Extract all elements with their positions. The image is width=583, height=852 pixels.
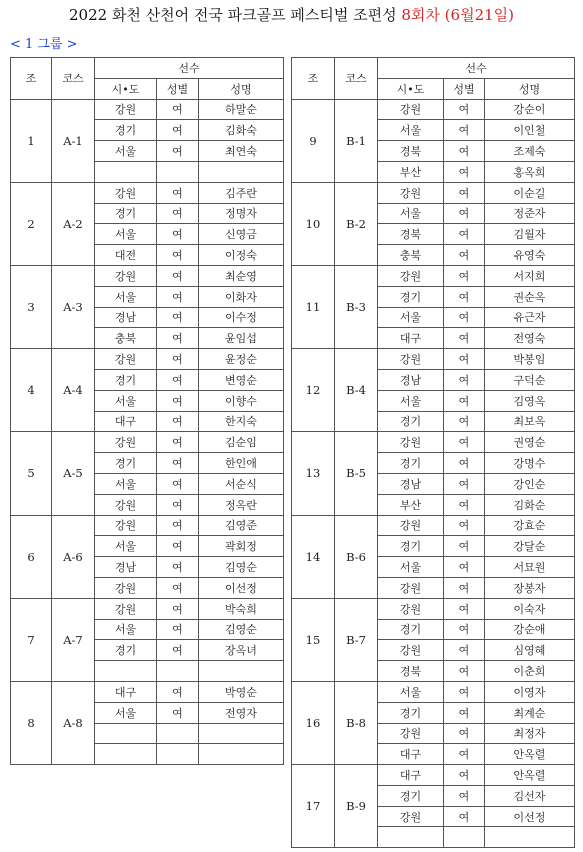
player-gender: 여 <box>444 557 485 578</box>
player-gender: 여 <box>157 286 199 307</box>
player-name: 김주란 <box>199 182 284 203</box>
player-region: 경남 <box>95 557 157 578</box>
header-players: 선수 <box>378 58 575 79</box>
player-name: 강순애 <box>485 619 575 640</box>
player-gender: 여 <box>157 494 199 515</box>
jo-number: 2 <box>11 182 52 265</box>
player-name: 심영혜 <box>485 640 575 661</box>
jo-number: 10 <box>292 182 335 265</box>
player-gender: 여 <box>444 390 485 411</box>
jo-number: 13 <box>292 432 335 515</box>
player-row <box>11 349 284 370</box>
header-players: 선수 <box>95 58 284 79</box>
player-region: 경기 <box>378 453 444 474</box>
player-row <box>292 515 575 536</box>
header-region: 시•도 <box>378 78 444 99</box>
jo-number: 17 <box>292 765 335 848</box>
player-region: 강원 <box>378 349 444 370</box>
player-region: 경기 <box>378 536 444 557</box>
header-name: 성명 <box>199 78 284 99</box>
player-name: 전영자 <box>199 702 284 723</box>
header-jo: 조 <box>11 58 52 100</box>
jo-number: 3 <box>11 265 52 348</box>
player-name: 정명자 <box>199 203 284 224</box>
player-region: 부산 <box>378 494 444 515</box>
player-name: 박숙희 <box>199 598 284 619</box>
player-name <box>485 827 575 848</box>
player-region: 강원 <box>378 598 444 619</box>
player-gender: 여 <box>444 369 485 390</box>
player-gender <box>157 723 199 744</box>
player-region: 경북 <box>378 224 444 245</box>
jo-number: 14 <box>292 515 335 598</box>
course-code: A-2 <box>52 182 95 265</box>
player-region: 강원 <box>378 432 444 453</box>
player-name: 윤정순 <box>199 349 284 370</box>
player-region: 강원 <box>378 515 444 536</box>
jo-number: 12 <box>292 349 335 432</box>
course-code: B-8 <box>335 681 378 764</box>
player-row <box>11 598 284 619</box>
course-code: B-9 <box>335 765 378 848</box>
player-name: 곽회정 <box>199 536 284 557</box>
header-gender: 성별 <box>157 78 199 99</box>
player-region <box>95 161 157 182</box>
player-row <box>292 99 575 120</box>
player-row <box>292 349 575 370</box>
player-region: 경기 <box>95 640 157 661</box>
player-name: 강효순 <box>485 515 575 536</box>
player-name <box>199 744 284 765</box>
player-gender: 여 <box>444 245 485 266</box>
course-code: B-1 <box>335 99 378 182</box>
player-gender: 여 <box>444 744 485 765</box>
player-name: 김화순 <box>485 494 575 515</box>
player-gender: 여 <box>157 141 199 162</box>
player-gender: 여 <box>157 224 199 245</box>
player-name: 구덕순 <box>485 369 575 390</box>
player-name: 한지숙 <box>199 411 284 432</box>
player-gender: 여 <box>157 702 199 723</box>
player-name: 정옥란 <box>199 494 284 515</box>
player-row <box>292 432 575 453</box>
player-region: 대구 <box>378 765 444 786</box>
player-name: 서지희 <box>485 265 575 286</box>
player-row <box>292 681 575 702</box>
player-name <box>199 723 284 744</box>
player-name: 김순임 <box>199 432 284 453</box>
player-name: 이숙자 <box>485 598 575 619</box>
player-gender: 여 <box>444 577 485 598</box>
player-gender: 여 <box>444 453 485 474</box>
player-row <box>11 515 284 536</box>
player-name: 안옥렬 <box>485 744 575 765</box>
player-gender: 여 <box>444 349 485 370</box>
player-name: 홍옥희 <box>485 161 575 182</box>
player-region: 경북 <box>378 141 444 162</box>
player-region: 강원 <box>95 99 157 120</box>
player-gender: 여 <box>157 681 199 702</box>
player-name: 최연숙 <box>199 141 284 162</box>
player-name: 서순식 <box>199 473 284 494</box>
player-name: 이화자 <box>199 286 284 307</box>
player-gender: 여 <box>444 328 485 349</box>
player-region: 대구 <box>378 744 444 765</box>
player-name: 이선정 <box>199 577 284 598</box>
player-region: 서울 <box>378 390 444 411</box>
player-name: 한인애 <box>199 453 284 474</box>
player-region: 서울 <box>95 286 157 307</box>
page-title <box>0 4 583 25</box>
player-gender: 여 <box>157 99 199 120</box>
header-name: 성명 <box>485 78 575 99</box>
player-name: 신영금 <box>199 224 284 245</box>
player-name: 이영자 <box>485 681 575 702</box>
player-gender: 여 <box>157 432 199 453</box>
player-region <box>378 827 444 848</box>
player-name: 유영숙 <box>485 245 575 266</box>
player-gender: 여 <box>444 619 485 640</box>
player-gender: 여 <box>444 515 485 536</box>
player-region: 경기 <box>378 785 444 806</box>
player-name: 강달순 <box>485 536 575 557</box>
player-gender: 여 <box>444 598 485 619</box>
player-gender: 여 <box>157 245 199 266</box>
player-name: 김선자 <box>485 785 575 806</box>
player-gender <box>444 827 485 848</box>
player-row <box>292 182 575 203</box>
course-code: A-6 <box>52 515 95 598</box>
player-region: 서울 <box>95 702 157 723</box>
player-region: 서울 <box>378 307 444 328</box>
player-row <box>11 182 284 203</box>
player-gender: 여 <box>444 224 485 245</box>
player-gender: 여 <box>157 203 199 224</box>
player-region: 강원 <box>95 494 157 515</box>
player-name: 전영숙 <box>485 328 575 349</box>
player-region: 경기 <box>95 120 157 141</box>
jo-number: 8 <box>11 681 52 764</box>
course-code: A-1 <box>52 99 95 182</box>
player-gender: 여 <box>444 536 485 557</box>
player-region: 서울 <box>95 536 157 557</box>
jo-number: 5 <box>11 432 52 515</box>
player-region: 충북 <box>378 245 444 266</box>
player-gender: 여 <box>444 806 485 827</box>
player-region: 강원 <box>378 640 444 661</box>
player-row <box>292 765 575 786</box>
player-region: 경기 <box>378 411 444 432</box>
player-region: 서울 <box>378 203 444 224</box>
player-region: 강원 <box>378 577 444 598</box>
course-code: B-5 <box>335 432 378 515</box>
player-name: 최정자 <box>485 723 575 744</box>
player-name: 김월자 <box>485 224 575 245</box>
jo-number: 6 <box>11 515 52 598</box>
player-region: 경남 <box>378 473 444 494</box>
course-code: A-3 <box>52 265 95 348</box>
player-name: 강인순 <box>485 473 575 494</box>
player-region: 서울 <box>95 224 157 245</box>
player-gender: 여 <box>444 681 485 702</box>
player-region: 경기 <box>378 702 444 723</box>
header-jo: 조 <box>292 58 335 100</box>
player-name: 장봉자 <box>485 577 575 598</box>
player-region: 서울 <box>378 681 444 702</box>
player-gender: 여 <box>444 723 485 744</box>
player-region: 경기 <box>95 453 157 474</box>
player-gender: 여 <box>157 390 199 411</box>
title-main: 2022 화천 산천어 전국 파크골프 페스티벌 조편성 <box>69 6 397 24</box>
header-gender: 성별 <box>444 78 485 99</box>
player-region <box>95 723 157 744</box>
player-gender: 여 <box>444 785 485 806</box>
player-name: 이춘희 <box>485 661 575 682</box>
left-table-body <box>11 99 284 765</box>
left-table <box>10 57 284 765</box>
player-region: 충북 <box>95 328 157 349</box>
player-name: 김영준 <box>199 515 284 536</box>
player-gender: 여 <box>444 99 485 120</box>
player-gender: 여 <box>444 432 485 453</box>
player-gender <box>157 661 199 682</box>
player-region: 대구 <box>378 328 444 349</box>
player-region: 경남 <box>95 307 157 328</box>
player-row <box>292 265 575 286</box>
jo-number: 4 <box>11 349 52 432</box>
course-code: B-7 <box>335 598 378 681</box>
player-gender: 여 <box>157 536 199 557</box>
player-region: 강원 <box>378 99 444 120</box>
player-name: 안옥렬 <box>485 765 575 786</box>
player-gender: 여 <box>157 307 199 328</box>
player-region: 경기 <box>378 619 444 640</box>
player-gender: 여 <box>444 120 485 141</box>
player-region: 강원 <box>95 349 157 370</box>
player-gender: 여 <box>157 640 199 661</box>
header-course: 코스 <box>335 58 378 100</box>
player-gender: 여 <box>157 577 199 598</box>
player-gender: 여 <box>444 765 485 786</box>
player-name: 권순옥 <box>485 286 575 307</box>
player-gender: 여 <box>444 141 485 162</box>
player-region: 강원 <box>95 577 157 598</box>
player-gender: 여 <box>157 619 199 640</box>
player-name: 최순영 <box>199 265 284 286</box>
player-name: 정준자 <box>485 203 575 224</box>
player-name: 박봉임 <box>485 349 575 370</box>
player-region: 서울 <box>95 141 157 162</box>
player-gender: 여 <box>157 120 199 141</box>
player-gender: 여 <box>157 265 199 286</box>
jo-number: 16 <box>292 681 335 764</box>
right-table <box>291 57 575 848</box>
player-gender: 여 <box>157 473 199 494</box>
course-code: A-8 <box>52 681 95 764</box>
player-region: 경북 <box>378 661 444 682</box>
player-name: 강명수 <box>485 453 575 474</box>
player-gender: 여 <box>444 182 485 203</box>
player-gender: 여 <box>444 494 485 515</box>
player-name: 이인철 <box>485 120 575 141</box>
player-name: 김영순 <box>199 619 284 640</box>
player-gender: 여 <box>157 598 199 619</box>
player-gender: 여 <box>157 182 199 203</box>
course-code: A-7 <box>52 598 95 681</box>
course-code: B-4 <box>335 349 378 432</box>
player-region: 강원 <box>378 723 444 744</box>
jo-number: 11 <box>292 265 335 348</box>
player-name: 권영순 <box>485 432 575 453</box>
player-gender: 여 <box>157 411 199 432</box>
player-row <box>11 265 284 286</box>
header-region: 시•도 <box>95 78 157 99</box>
player-region: 서울 <box>378 557 444 578</box>
header-course: 코스 <box>52 58 95 100</box>
player-name: 김영옥 <box>485 390 575 411</box>
player-region: 부산 <box>378 161 444 182</box>
player-region: 강원 <box>95 265 157 286</box>
right-table-body <box>292 99 575 848</box>
player-name: 하말순 <box>199 99 284 120</box>
player-name: 유근자 <box>485 307 575 328</box>
player-row <box>11 99 284 120</box>
player-name: 박영순 <box>199 681 284 702</box>
course-code: B-3 <box>335 265 378 348</box>
player-gender: 여 <box>157 557 199 578</box>
player-name: 이향수 <box>199 390 284 411</box>
player-name: 이선정 <box>485 806 575 827</box>
player-region: 강원 <box>378 182 444 203</box>
jo-number: 7 <box>11 598 52 681</box>
player-region <box>95 661 157 682</box>
player-name: 김화숙 <box>199 120 284 141</box>
course-code: A-4 <box>52 349 95 432</box>
player-name: 장옥녀 <box>199 640 284 661</box>
player-region: 서울 <box>95 619 157 640</box>
player-gender <box>157 744 199 765</box>
player-name: 김영순 <box>199 557 284 578</box>
player-gender: 여 <box>444 307 485 328</box>
player-region: 대전 <box>95 245 157 266</box>
player-region: 강원 <box>378 265 444 286</box>
player-row <box>11 681 284 702</box>
player-name: 서묘원 <box>485 557 575 578</box>
player-region: 경기 <box>95 369 157 390</box>
course-code: B-6 <box>335 515 378 598</box>
course-code: A-5 <box>52 432 95 515</box>
course-code: B-2 <box>335 182 378 265</box>
player-region: 경기 <box>378 286 444 307</box>
player-region: 경기 <box>95 203 157 224</box>
player-gender: 여 <box>444 411 485 432</box>
player-region: 강원 <box>95 182 157 203</box>
player-name: 변영순 <box>199 369 284 390</box>
player-name: 이순길 <box>485 182 575 203</box>
player-name: 이정숙 <box>199 245 284 266</box>
player-name <box>199 661 284 682</box>
player-gender: 여 <box>444 286 485 307</box>
player-gender: 여 <box>444 265 485 286</box>
player-name: 윤임섭 <box>199 328 284 349</box>
group-label: < 1 그룹 > <box>10 37 78 52</box>
player-row <box>292 598 575 619</box>
player-gender: 여 <box>157 369 199 390</box>
player-gender: 여 <box>157 453 199 474</box>
player-region: 대구 <box>95 681 157 702</box>
player-gender: 여 <box>444 702 485 723</box>
player-region: 서울 <box>95 390 157 411</box>
player-name: 최보옥 <box>485 411 575 432</box>
player-region: 강원 <box>95 598 157 619</box>
player-gender: 여 <box>444 640 485 661</box>
player-gender: 여 <box>444 473 485 494</box>
player-row <box>11 432 284 453</box>
player-region: 강원 <box>378 806 444 827</box>
title-session: 8회차 (6월21일) <box>401 6 514 24</box>
player-region: 대구 <box>95 411 157 432</box>
player-region: 서울 <box>378 120 444 141</box>
player-region: 경남 <box>378 369 444 390</box>
player-gender: 여 <box>157 515 199 536</box>
player-gender: 여 <box>157 328 199 349</box>
player-gender: 여 <box>444 161 485 182</box>
player-name: 최계순 <box>485 702 575 723</box>
player-region: 서울 <box>95 473 157 494</box>
jo-number: 15 <box>292 598 335 681</box>
player-gender: 여 <box>444 203 485 224</box>
jo-number: 1 <box>11 99 52 182</box>
player-gender: 여 <box>157 349 199 370</box>
player-name <box>199 161 284 182</box>
player-name: 조제숙 <box>485 141 575 162</box>
player-gender <box>157 161 199 182</box>
player-name: 이수정 <box>199 307 284 328</box>
player-region: 강원 <box>95 432 157 453</box>
player-region <box>95 744 157 765</box>
player-region: 강원 <box>95 515 157 536</box>
jo-number: 9 <box>292 99 335 182</box>
player-name: 강순이 <box>485 99 575 120</box>
player-gender: 여 <box>444 661 485 682</box>
